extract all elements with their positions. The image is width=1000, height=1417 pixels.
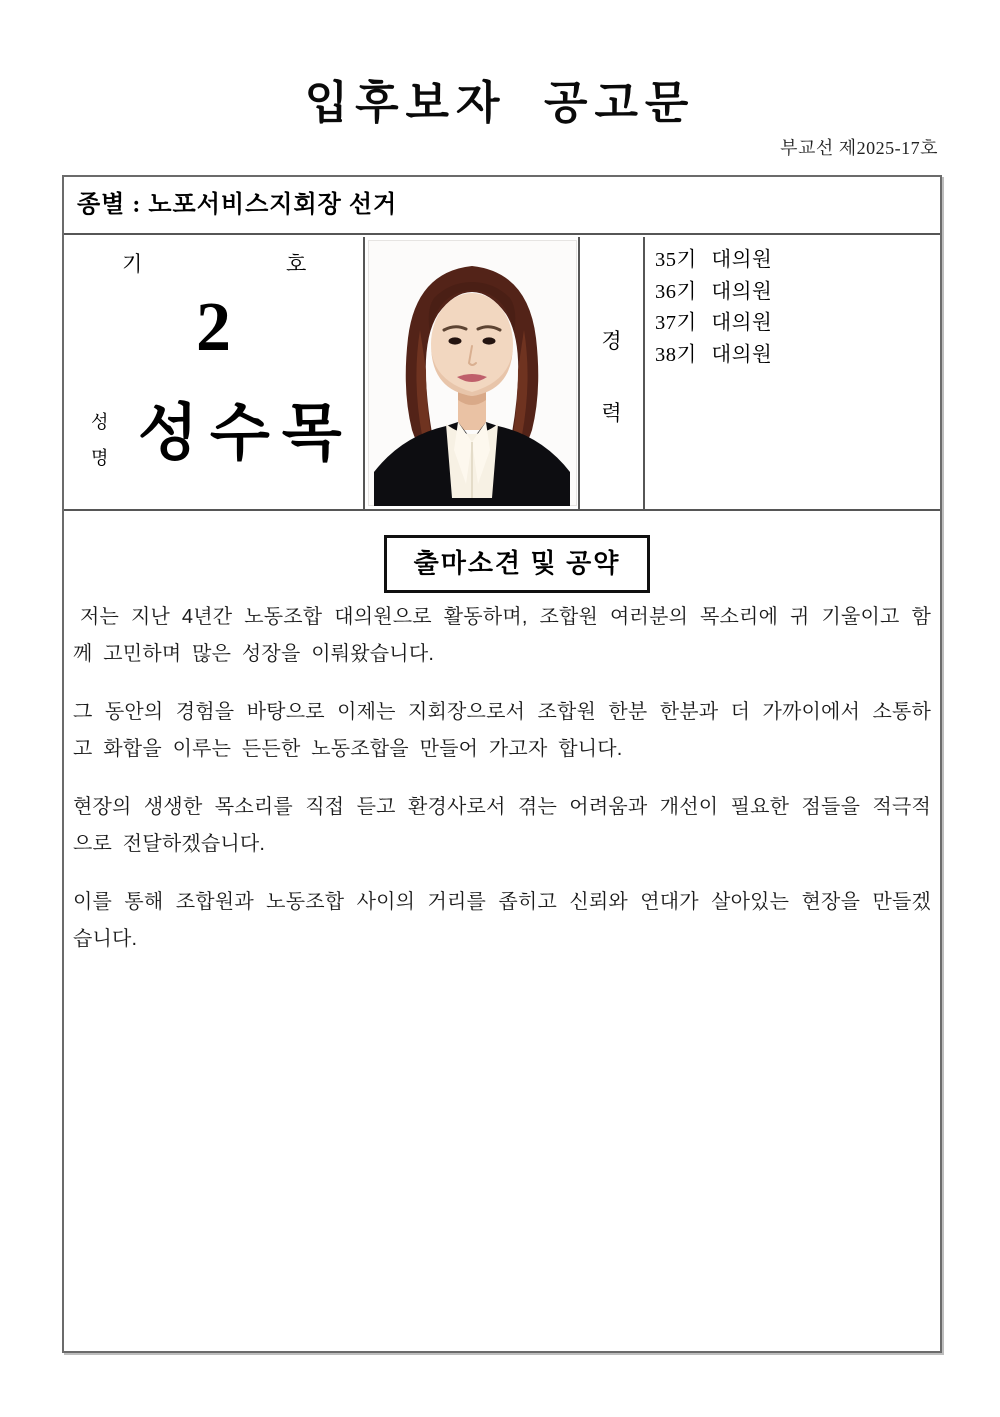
candidate-name: 성수목: [138, 400, 354, 468]
pledge-body: [73, 599, 931, 979]
reference-number: 부교선 제2025-17호: [780, 138, 938, 158]
career-item: 36기 대의원: [655, 280, 773, 303]
name-label-myeong: 명: [91, 448, 109, 468]
career-label-cell: [580, 237, 645, 509]
pledge-title: 출마소견 및 공약: [413, 549, 621, 578]
career-item: 38기 대의원: [655, 343, 773, 366]
career-list-cell: [645, 237, 940, 509]
name-label-seong: 성: [91, 412, 109, 432]
page-title: 입후보자 공고문: [304, 77, 696, 128]
candidate-row: [64, 237, 940, 511]
pledge-paragraph: 현장의 생생한 목소리를 직접 듣고 환경사로서 겪는 어려움과 개선이 필요한 점들을 적극적으로 전달하겠습니다.: [73, 796, 931, 855]
pledge-paragraph: 이를 통해 조합원과 노동조합 사이의 거리를 좁히고 신뢰와 연대가 살아있는 현장을 만들겠습니다.: [73, 891, 931, 950]
pledge-paragraph: 저는 지난 4년간 노동조합 대의원으로 활동하며, 조합원 여러분의 목소리에 귀 기울이고 함께 고민하며 많은 성장을 이뤄왔습니다.: [73, 606, 931, 665]
career-list: [655, 245, 772, 371]
career-label-gyeong: 경: [601, 329, 622, 353]
photo-cell: [365, 237, 580, 509]
category-row: [64, 177, 940, 235]
pledge-title-box: [384, 535, 650, 593]
career-item: 35기 대의원: [655, 249, 773, 271]
pledge-row: [64, 513, 940, 1351]
candidate-table: [62, 175, 942, 1353]
number-label-ho: 호: [286, 252, 307, 276]
number-label-gi: 기: [122, 252, 143, 276]
number-name-cell: [64, 237, 365, 509]
career-item: 37기 대의원: [655, 312, 773, 334]
career-label-ryeok: 력: [601, 401, 622, 425]
pledge-paragraph: 그 동안의 경험을 바탕으로 이제는 지회장으로서 조합원 한분 한분과 더 가까이에서 소통하고 화합을 이루는 든든한 노동조합을 만들어 가고자 합니다.: [73, 701, 931, 760]
category-label: 종별 : 노포서비스지회장 선거: [77, 192, 398, 218]
candidate-photo: [368, 240, 577, 506]
candidate-number: 2: [196, 289, 231, 366]
